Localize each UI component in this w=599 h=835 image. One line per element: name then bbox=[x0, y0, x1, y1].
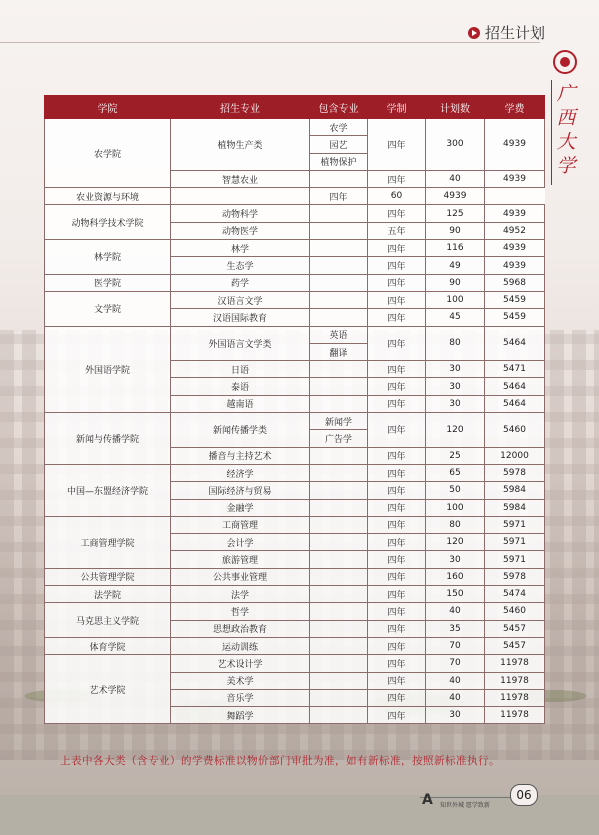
table-row bbox=[45, 637, 545, 654]
table-row bbox=[45, 188, 545, 205]
cell-plan-count: 70 bbox=[426, 655, 485, 672]
cell-college: 外国语学院 bbox=[45, 326, 171, 412]
cell-plan-count: 80 bbox=[426, 516, 485, 533]
cell-tuition: 4939 bbox=[485, 170, 545, 187]
cell-plan-count: 25 bbox=[426, 447, 485, 464]
cell-plan-count: 45 bbox=[426, 309, 485, 326]
cell-included-major bbox=[310, 655, 368, 672]
cell-college: 文学院 bbox=[45, 291, 171, 326]
cell-major: 汉语言文学 bbox=[171, 291, 310, 308]
cell-duration: 四年 bbox=[368, 655, 426, 672]
enrollment-plan-table bbox=[44, 95, 545, 724]
table-row bbox=[45, 568, 545, 585]
cell-plan-count: 150 bbox=[426, 586, 485, 603]
cell-tuition: 5464 bbox=[485, 326, 545, 361]
cell-college: 动物科学技术学院 bbox=[45, 205, 171, 240]
column-header-tuition: 学费 bbox=[485, 96, 545, 119]
cell-college: 艺术学院 bbox=[45, 655, 171, 724]
cell-college: 工商管理学院 bbox=[45, 516, 171, 568]
cell-included-major bbox=[310, 378, 368, 395]
cell-duration: 四年 bbox=[368, 482, 426, 499]
cell-included-major bbox=[310, 240, 368, 257]
cell-duration: 四年 bbox=[368, 326, 426, 361]
section-header bbox=[468, 22, 545, 43]
cell-included-major bbox=[310, 274, 368, 291]
cell-plan-count: 60 bbox=[368, 188, 426, 205]
cell-plan-count: 70 bbox=[426, 637, 485, 654]
cell-duration: 四年 bbox=[368, 205, 426, 222]
cell-tuition: 5471 bbox=[485, 361, 545, 378]
cell-duration: 四年 bbox=[368, 119, 426, 171]
cell-duration: 四年 bbox=[368, 274, 426, 291]
table-row bbox=[45, 326, 545, 343]
cell-plan-count: 40 bbox=[426, 603, 485, 620]
cell-included-major bbox=[310, 551, 368, 568]
cell-plan-count: 30 bbox=[426, 707, 485, 724]
cell-college: 法学院 bbox=[45, 586, 171, 603]
cell-college: 马克思主义学院 bbox=[45, 603, 171, 638]
cell-major: 林学 bbox=[171, 240, 310, 257]
cell-tuition: 11978 bbox=[485, 707, 545, 724]
cell-plan-count: 100 bbox=[426, 499, 485, 516]
cell-duration: 四年 bbox=[368, 689, 426, 706]
cell-college: 新闻与传播学院 bbox=[45, 413, 171, 465]
cell-duration: 四年 bbox=[368, 413, 426, 448]
cell-tuition: 5978 bbox=[485, 568, 545, 585]
cell-tuition: 5968 bbox=[485, 274, 545, 291]
cell-plan-count: 160 bbox=[426, 568, 485, 585]
cell-tuition: 5474 bbox=[485, 586, 545, 603]
cell-duration: 四年 bbox=[368, 551, 426, 568]
cell-included-major bbox=[310, 170, 368, 187]
cell-major: 药学 bbox=[171, 274, 310, 291]
cell-plan-count: 300 bbox=[426, 119, 485, 171]
cell-plan-count: 30 bbox=[426, 395, 485, 412]
cell-included-major: 英语 bbox=[310, 326, 368, 343]
cell-included-major: 翻译 bbox=[310, 343, 368, 360]
play-circle-icon bbox=[468, 27, 480, 39]
cell-tuition: 11978 bbox=[485, 689, 545, 706]
table-row bbox=[45, 464, 545, 481]
cell-major: 新闻传播学类 bbox=[171, 413, 310, 448]
cell-major: 思想政治教育 bbox=[171, 620, 310, 637]
cell-plan-count: 100 bbox=[426, 291, 485, 308]
column-header-included-majors: 包含专业 bbox=[310, 96, 368, 119]
cell-college: 体育学院 bbox=[45, 637, 171, 654]
cell-duration: 四年 bbox=[368, 603, 426, 620]
cell-major: 生态学 bbox=[171, 257, 310, 274]
cell-duration: 四年 bbox=[368, 257, 426, 274]
cell-included-major bbox=[310, 516, 368, 533]
cell-plan-count: 50 bbox=[426, 482, 485, 499]
cell-college: 中国—东盟经济学院 bbox=[45, 464, 171, 516]
cell-duration: 四年 bbox=[368, 707, 426, 724]
cell-included-major: 广告学 bbox=[310, 430, 368, 447]
cell-tuition: 5984 bbox=[485, 482, 545, 499]
cell-college: 医学院 bbox=[45, 274, 171, 291]
table-row bbox=[45, 586, 545, 603]
table-row bbox=[45, 516, 545, 533]
vertical-rule bbox=[551, 80, 552, 185]
cell-included-major bbox=[310, 620, 368, 637]
cell-plan-count: 116 bbox=[426, 240, 485, 257]
cell-tuition: 5459 bbox=[485, 291, 545, 308]
cell-included-major bbox=[310, 672, 368, 689]
cell-plan-count: 90 bbox=[426, 222, 485, 239]
cell-tuition: 5464 bbox=[485, 395, 545, 412]
cell-tuition: 4939 bbox=[485, 119, 545, 171]
cell-duration: 四年 bbox=[368, 672, 426, 689]
column-header-college: 学院 bbox=[45, 96, 171, 119]
cell-major: 动物科学 bbox=[171, 205, 310, 222]
cell-included-major: 新闻学 bbox=[310, 413, 368, 430]
cell-major: 植物生产类 bbox=[171, 119, 310, 171]
cell-major: 外国语言文学类 bbox=[171, 326, 310, 361]
cell-college: 农学院 bbox=[45, 119, 171, 188]
cell-major: 艺术设计学 bbox=[171, 655, 310, 672]
university-name-calligraphy bbox=[553, 82, 579, 178]
cell-duration: 四年 bbox=[368, 464, 426, 481]
cell-included-major bbox=[310, 637, 368, 654]
cell-tuition: 5464 bbox=[485, 378, 545, 395]
cell-tuition: 4939 bbox=[485, 257, 545, 274]
cell-duration: 四年 bbox=[368, 620, 426, 637]
cell-tuition: 12000 bbox=[485, 447, 545, 464]
table-row bbox=[45, 413, 545, 430]
cell-included-major bbox=[310, 291, 368, 308]
column-header-duration: 学制 bbox=[368, 96, 426, 119]
cell-included-major bbox=[171, 188, 310, 205]
cell-included-major bbox=[310, 257, 368, 274]
cell-included-major bbox=[310, 586, 368, 603]
cell-duration: 四年 bbox=[368, 499, 426, 516]
cell-tuition: 5457 bbox=[485, 620, 545, 637]
cell-major: 汉语国际教育 bbox=[171, 309, 310, 326]
cell-plan-count: 40 bbox=[426, 689, 485, 706]
university-name-char: 学 bbox=[556, 155, 576, 177]
cell-major: 农业资源与环境 bbox=[45, 188, 171, 205]
section-title: 招生计划 bbox=[485, 24, 546, 42]
cell-included-major bbox=[310, 309, 368, 326]
cell-included-major: 植物保护 bbox=[310, 153, 368, 170]
cell-tuition: 4952 bbox=[485, 222, 545, 239]
cell-plan-count: 30 bbox=[426, 378, 485, 395]
cell-included-major bbox=[310, 603, 368, 620]
cell-included-major bbox=[310, 534, 368, 551]
cell-major: 美术学 bbox=[171, 672, 310, 689]
cell-major: 会计学 bbox=[171, 534, 310, 551]
university-name-char: 大 bbox=[556, 131, 576, 153]
cell-duration: 四年 bbox=[368, 395, 426, 412]
footer-rule bbox=[420, 797, 520, 798]
cell-included-major bbox=[310, 689, 368, 706]
header-divider bbox=[0, 42, 540, 43]
table-row bbox=[45, 655, 545, 672]
cell-included-major bbox=[310, 482, 368, 499]
cell-included-major bbox=[310, 361, 368, 378]
cell-major: 哲学 bbox=[171, 603, 310, 620]
cell-duration: 四年 bbox=[368, 637, 426, 654]
cell-duration: 四年 bbox=[310, 188, 368, 205]
cell-tuition: 5971 bbox=[485, 516, 545, 533]
footer-slogan: 知世外城 愿学致新 bbox=[440, 802, 490, 809]
tuition-footnote: 上表中各大类（含专业）的学费标准以物价部门审批为准，如有新标准，按照新标准执行。 bbox=[60, 755, 500, 767]
cell-plan-count: 125 bbox=[426, 205, 485, 222]
cell-duration: 四年 bbox=[368, 378, 426, 395]
cell-duration: 四年 bbox=[368, 240, 426, 257]
cell-tuition: 5460 bbox=[485, 413, 545, 448]
university-logo-icon bbox=[553, 50, 577, 74]
cell-plan-count: 49 bbox=[426, 257, 485, 274]
cell-plan-count: 40 bbox=[426, 170, 485, 187]
cell-included-major bbox=[310, 205, 368, 222]
cell-tuition: 11978 bbox=[485, 672, 545, 689]
cell-included-major: 农学 bbox=[310, 119, 368, 136]
cell-plan-count: 30 bbox=[426, 551, 485, 568]
university-name-char: 广 bbox=[556, 83, 576, 105]
cell-included-major: 园艺 bbox=[310, 136, 368, 153]
cell-tuition: 11978 bbox=[485, 655, 545, 672]
cell-college: 林学院 bbox=[45, 240, 171, 275]
cell-major: 国际经济与贸易 bbox=[171, 482, 310, 499]
cell-plan-count: 80 bbox=[426, 326, 485, 361]
column-header-major: 招生专业 bbox=[171, 96, 310, 119]
cell-college: 公共管理学院 bbox=[45, 568, 171, 585]
cell-tuition: 4939 bbox=[485, 240, 545, 257]
cell-plan-count: 120 bbox=[426, 534, 485, 551]
cell-tuition: 5457 bbox=[485, 637, 545, 654]
cell-major: 舞蹈学 bbox=[171, 707, 310, 724]
cell-major: 运动训练 bbox=[171, 637, 310, 654]
cell-plan-count: 30 bbox=[426, 361, 485, 378]
cell-tuition: 4939 bbox=[426, 188, 485, 205]
table-row bbox=[45, 291, 545, 308]
cell-major: 音乐学 bbox=[171, 689, 310, 706]
footer-bar bbox=[0, 795, 599, 835]
table-row bbox=[45, 274, 545, 291]
cell-major: 工商管理 bbox=[171, 516, 310, 533]
cell-included-major bbox=[310, 447, 368, 464]
cell-duration: 四年 bbox=[368, 568, 426, 585]
cell-included-major bbox=[310, 395, 368, 412]
cell-tuition: 5971 bbox=[485, 534, 545, 551]
cell-plan-count: 35 bbox=[426, 620, 485, 637]
cell-plan-count: 65 bbox=[426, 464, 485, 481]
cell-duration: 四年 bbox=[368, 534, 426, 551]
table-row bbox=[45, 119, 545, 136]
cell-duration: 四年 bbox=[368, 447, 426, 464]
cell-tuition: 5971 bbox=[485, 551, 545, 568]
cell-major: 日语 bbox=[171, 361, 310, 378]
cell-major: 旅游管理 bbox=[171, 551, 310, 568]
cell-major: 智慧农业 bbox=[171, 170, 310, 187]
cell-included-major bbox=[310, 568, 368, 585]
cell-tuition: 5978 bbox=[485, 464, 545, 481]
cell-tuition: 5984 bbox=[485, 499, 545, 516]
cell-duration: 四年 bbox=[368, 586, 426, 603]
cell-duration: 四年 bbox=[368, 516, 426, 533]
table-row bbox=[45, 205, 545, 222]
university-name-char: 西 bbox=[556, 107, 576, 129]
cell-included-major bbox=[310, 499, 368, 516]
footer-mark-icon: A bbox=[422, 792, 433, 808]
cell-duration: 四年 bbox=[368, 309, 426, 326]
cell-major: 越南语 bbox=[171, 395, 310, 412]
cell-major: 法学 bbox=[171, 586, 310, 603]
table-row bbox=[45, 603, 545, 620]
cell-tuition: 5460 bbox=[485, 603, 545, 620]
cell-tuition: 4939 bbox=[485, 205, 545, 222]
cell-tuition: 5459 bbox=[485, 309, 545, 326]
cell-duration: 四年 bbox=[368, 361, 426, 378]
table-header-row bbox=[45, 96, 545, 119]
cell-plan-count: 40 bbox=[426, 672, 485, 689]
cell-major: 公共事业管理 bbox=[171, 568, 310, 585]
cell-duration: 五年 bbox=[368, 222, 426, 239]
cell-duration: 四年 bbox=[368, 291, 426, 308]
cell-included-major bbox=[310, 464, 368, 481]
page-number: 06 bbox=[510, 784, 538, 806]
cell-included-major bbox=[310, 707, 368, 724]
cell-duration: 四年 bbox=[368, 170, 426, 187]
cell-major: 泰语 bbox=[171, 378, 310, 395]
cell-included-major bbox=[310, 222, 368, 239]
column-header-plan-count: 计划数 bbox=[426, 96, 485, 119]
table-row bbox=[45, 240, 545, 257]
cell-major: 播音与主持艺术 bbox=[171, 447, 310, 464]
cell-plan-count: 90 bbox=[426, 274, 485, 291]
cell-major: 动物医学 bbox=[171, 222, 310, 239]
cell-major: 金融学 bbox=[171, 499, 310, 516]
cell-major: 经济学 bbox=[171, 464, 310, 481]
cell-plan-count: 120 bbox=[426, 413, 485, 448]
